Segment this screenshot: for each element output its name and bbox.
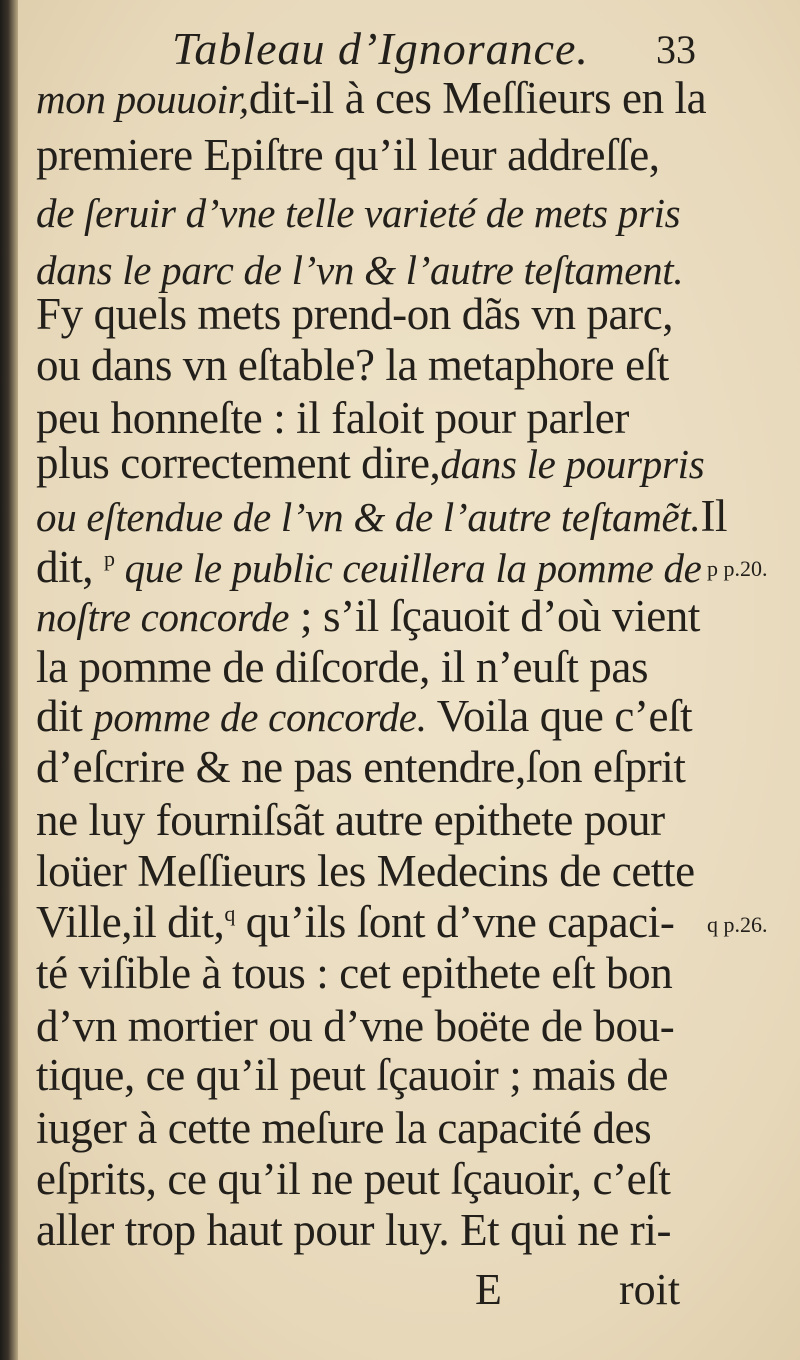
text-span: té viſible à tous : cet epithete eſt bon bbox=[36, 948, 673, 998]
text-line bbox=[36, 845, 716, 897]
italic-span: de ſeruir d’vne telle varieté de mets pris bbox=[36, 190, 681, 236]
text-span: qu’ils ſont d’vne capaci- bbox=[234, 897, 675, 947]
text-line bbox=[36, 1153, 716, 1205]
text-span: Voila que c’eſt bbox=[426, 691, 693, 741]
catchword: roit bbox=[619, 1265, 681, 1314]
text-line bbox=[36, 590, 716, 642]
text-span: peu honneſte : il faloit pour parler bbox=[36, 393, 629, 443]
text-span: tique, ce qu’il peut ſçauoir ; mais de bbox=[36, 1050, 669, 1100]
italic-span: dans le pourpris bbox=[440, 441, 705, 487]
text-line bbox=[36, 794, 716, 846]
marginal-note: q p.26. bbox=[707, 912, 768, 937]
text-span: Ville,il dit, bbox=[36, 897, 225, 947]
text-line bbox=[36, 1102, 716, 1154]
text-span: plus correctement dire, bbox=[36, 438, 441, 488]
italic-span: dans le parc de l’vn & l’autre teſtament. bbox=[36, 247, 684, 293]
text-line bbox=[36, 947, 716, 999]
marginal-note: p p.20. bbox=[707, 556, 768, 581]
text-span: aller trop haut pour luy. Et qui ne ri- bbox=[36, 1205, 672, 1255]
footnote-marker: p bbox=[104, 546, 115, 571]
text-span: la pomme de diſcorde, il n’euſt pas bbox=[36, 642, 649, 692]
text-span: dit bbox=[36, 691, 94, 741]
running-title: Tableau d’Ignorance. bbox=[172, 23, 589, 74]
text-line bbox=[36, 1049, 716, 1101]
page-footer bbox=[0, 1264, 800, 1320]
text-line bbox=[36, 1000, 716, 1052]
text-line bbox=[36, 490, 728, 542]
italic-span: pomme de concorde. bbox=[93, 694, 427, 740]
text-line bbox=[36, 437, 716, 489]
footnote-marker: q bbox=[224, 901, 235, 926]
text-span: Fy quels mets prend-on dãs vn parc, bbox=[36, 289, 674, 339]
text-span: iuger à cette meſure la capacité des bbox=[36, 1103, 652, 1153]
text-span: d’vn mortier ou d’vne boëte de bou- bbox=[36, 1001, 675, 1051]
italic-span: noſtre concorde bbox=[36, 594, 290, 640]
text-line bbox=[36, 129, 716, 181]
italic-span: que le public ceuillera la pomme de bbox=[114, 545, 702, 591]
text-line bbox=[36, 72, 716, 124]
signature-mark: E bbox=[475, 1265, 502, 1314]
text-span: eſprits, ce qu’il ne peut ſçauoir, c’eſt bbox=[36, 1154, 671, 1204]
text-span: dit, bbox=[36, 542, 105, 592]
text-line bbox=[36, 690, 716, 742]
text-line bbox=[36, 186, 716, 238]
text-span: Il bbox=[700, 491, 728, 541]
text-line bbox=[36, 1204, 716, 1256]
text-span: ou dans vn eſtable? la metaphore eſt bbox=[36, 340, 669, 390]
text-span: ; s’il ſçauoit d’où vient bbox=[289, 591, 700, 641]
text-line bbox=[36, 339, 716, 391]
text-line bbox=[36, 741, 716, 793]
italic-span: mon pouuoir, bbox=[36, 76, 249, 122]
text-span: dit-il à ces Meſſieurs en la bbox=[248, 73, 707, 123]
italic-span: ou eſtendue de l’vn & de l’autre teſtamẽt. bbox=[36, 494, 701, 540]
page-number: 33 bbox=[656, 27, 696, 72]
text-span: d’eſcrire & ne pas entendre,ſon eſprit bbox=[36, 742, 686, 792]
text-span: loüer Meſſieurs les Medecins de cette bbox=[36, 846, 695, 896]
text-line bbox=[36, 288, 716, 340]
text-line bbox=[36, 641, 716, 693]
text-span: premiere Epiſtre qu’il leur addreſſe, bbox=[36, 130, 660, 180]
binding-gutter bbox=[0, 0, 18, 1360]
text-line bbox=[36, 896, 716, 948]
text-line bbox=[36, 541, 716, 593]
text-span: ne luy fourniſsãt autre epithete pour bbox=[36, 795, 665, 845]
